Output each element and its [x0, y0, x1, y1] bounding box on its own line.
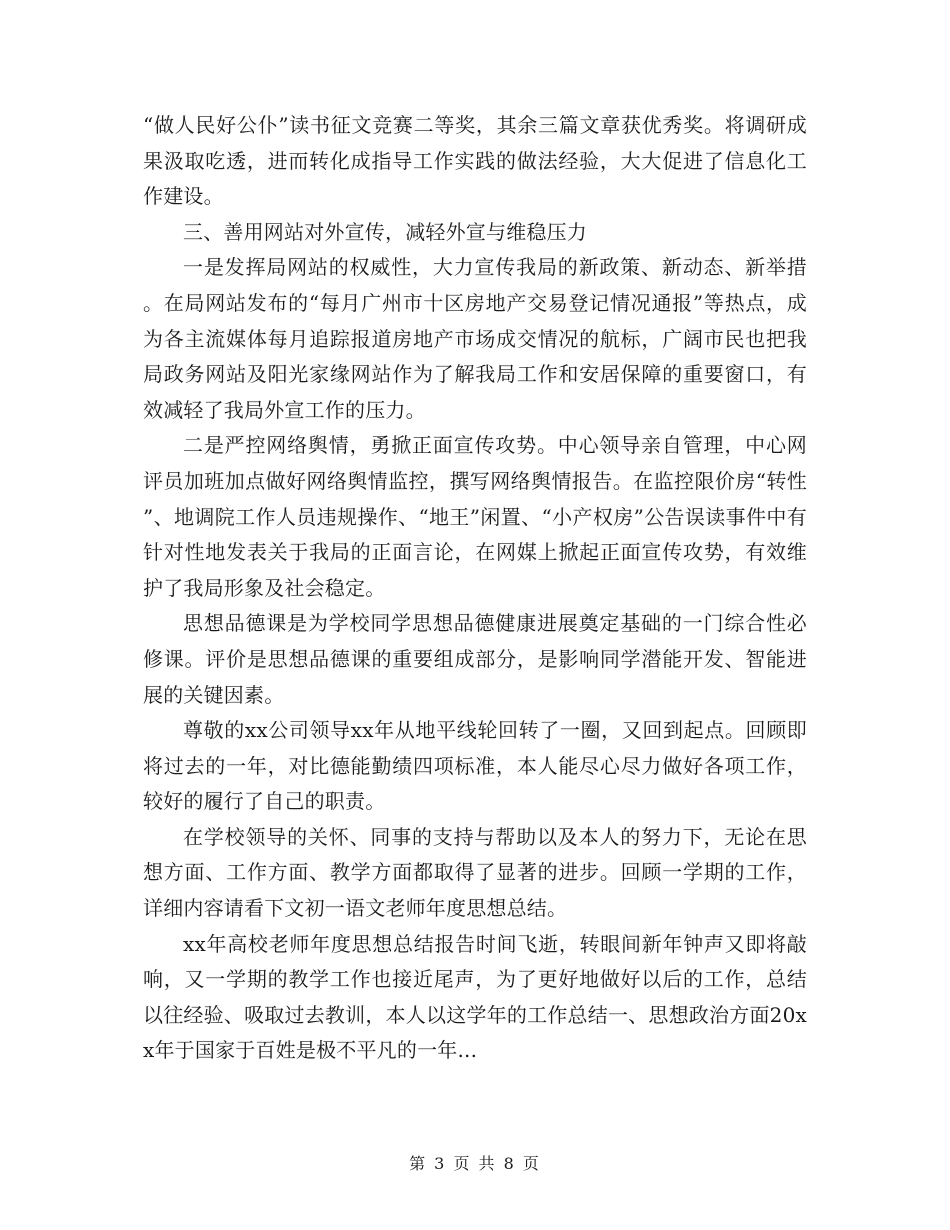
paragraph: 二是严控网络舆情，勇掀正面宣传攻势。中心领导亲自管理，中心网评员加班加点做好网络舆情监控，撰写网络舆情报告。在监控限价房“转性”、地调院工作人员违规操作、“地王”闲置、“小产权房”公告误读事件中有针对性地发表关于我局的正面言论，在网媒上掀起正面宣传攻势，有效维护了我局形象及社会稳定。	[143, 433, 807, 600]
document-body	[143, 108, 807, 1069]
paragraph: “做人民好公仆”读书征文竞赛二等奖，其余三篇文章获优秀奖。将调研成果汲取吃透，进而转化成指导工作实践的做法经验，大大促进了信息化工作建设。	[143, 113, 807, 209]
section-heading: 三、善用网站对外宣传，减轻外宣与维稳压力	[183, 219, 587, 244]
paragraph: 思想品德课是为学校同学思想品德健康进展奠定基础的一门综合性必修课。评价是思想品德课的重要组成部分，是影响同学潜能开发、智能进展的关键因素。	[143, 611, 807, 707]
paragraph: 在学校领导的关怀、同事的支持与帮助以及本人的努力下，无论在思想方面、工作方面、教学方面都取得了显著的进步。回顾一学期的工作，详细内容请看下文初一语文老师年度思想总结。	[143, 824, 807, 921]
paragraph: 一是发挥局网站的权威性，大力宣传我局的新政策、新动态、新举措。在局网站发布的“每月广州市十区房地产交易登记情况通报”等热点，成为各主流媒体每月追踪报道房地产市场成交情况的航标，广阔市民也把我局政务网站及阳光家缘网站作为了解我局工作和安居保障的重要窗口，有效减轻了我局外宣工作的压力。	[143, 255, 807, 422]
paragraph: xx年高校老师年度思想总结报告时间飞逝，转眼间新年钟声又即将敲响，又一学期的教学工作也接近尾声，为了更好地做好以后的工作，总结以往经验、吸取过去教训，本人以这学年的工作总结一、思想政治方面20xx年于国家于百姓是极不平凡的一年...	[143, 931, 807, 1063]
paragraph: 尊敬的xx公司领导xx年从地平线轮回转了一圈，又回到起点。回顾即将过去的一年，对比德能勤绩四项标准，本人能尽心尽力做好各项工作，较好的履行了自己的职责。	[143, 718, 807, 814]
page-number-footer: 第 3 页 共 8 页	[409, 1154, 541, 1173]
